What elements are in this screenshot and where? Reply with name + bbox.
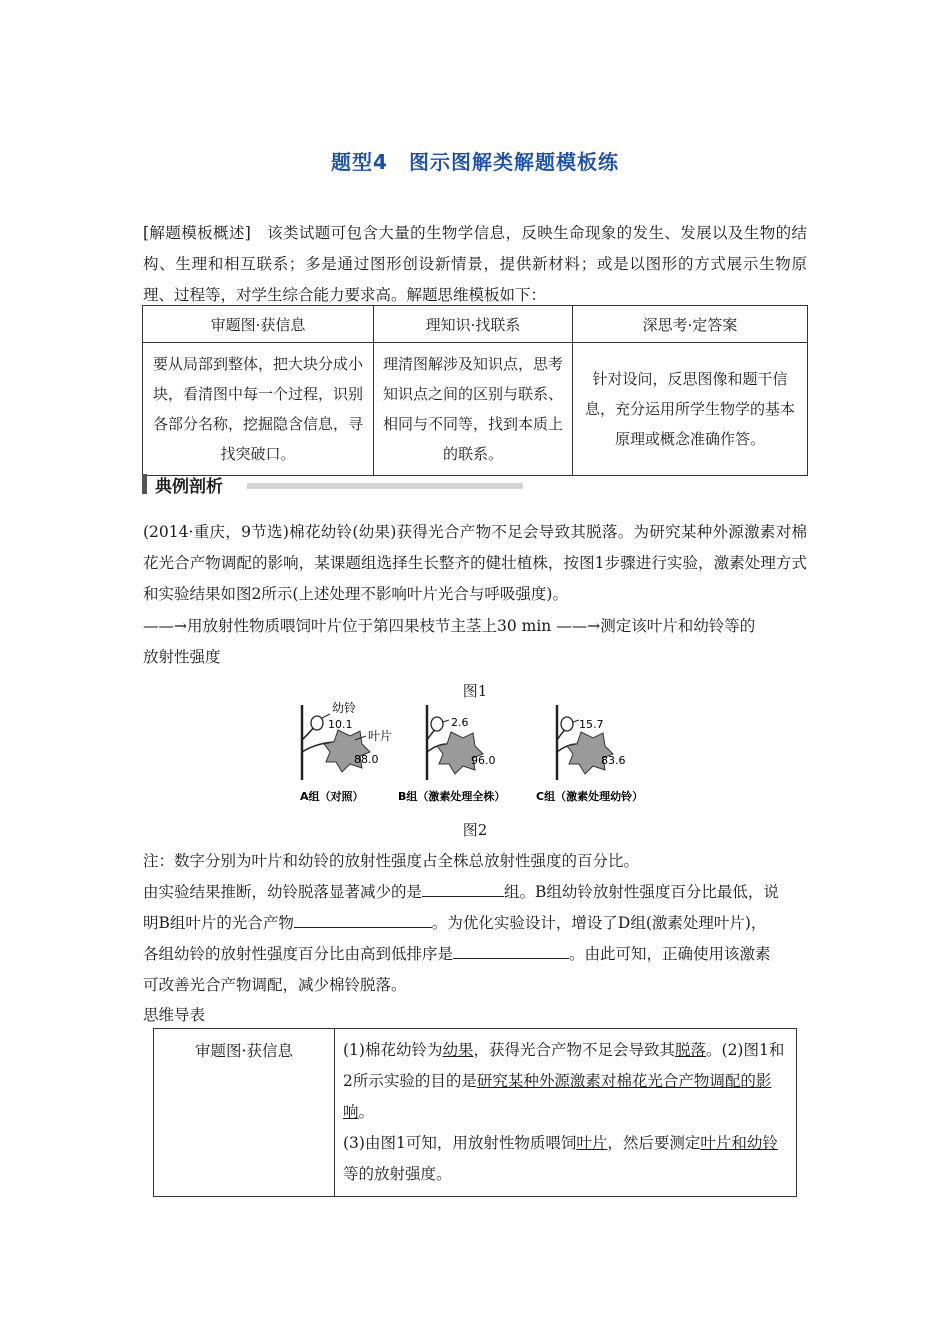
thinking-text: ，然后要测定 — [607, 1134, 701, 1152]
group-c-leaf-value: 83.6 — [601, 754, 626, 767]
thinking-underline: 叶片和幼铃 — [700, 1134, 778, 1152]
template-header-3: 深思考·定答案 — [573, 306, 808, 343]
figure2-caption: 图2 — [462, 821, 488, 839]
answer-blank-1[interactable] — [422, 878, 504, 897]
thinking-text: 。(2)图1和2所示实验的目的是 — [343, 1041, 785, 1090]
figure1-caption: 图1 — [462, 682, 488, 700]
thinking-para-2 — [343, 1128, 788, 1190]
thinking-underline: 研究某种外源激素对棉花光合产物调配的影响 — [343, 1072, 772, 1121]
boll-label: 幼铃 — [332, 701, 357, 715]
question-text: 明B组叶片的光合产物 — [143, 914, 294, 932]
leaf-label: 叶片 — [368, 729, 393, 743]
template-header-2: 理知识·找联系 — [374, 306, 573, 343]
group-b-label: B组（激素处理全株） — [398, 790, 506, 803]
template-header-1: 审题图·获信息 — [143, 306, 374, 343]
thinking-underline: 叶片 — [576, 1134, 608, 1152]
question-text: 组。B组幼铃放射性强度百分比最低，说 — [504, 883, 779, 901]
template-cell-2: 理清图解涉及知识点，思考知识点之间的区别与联系、相同与不同等，找到本质上的联系。 — [374, 343, 573, 476]
section-bar — [142, 474, 147, 494]
answer-blank-2[interactable] — [294, 909, 432, 928]
thinking-table-caption: 思维导表 — [143, 1006, 206, 1024]
question-line-2 — [143, 908, 807, 939]
group-b-leaf-value: 96.0 — [471, 754, 496, 767]
figure-note: 注：数字分别为叶片和幼铃的放射性强度占全株总放射性强度的百分比。 — [143, 852, 640, 870]
overview-text: 该类试题可包含大量的生物学信息，反映生命现象的发生、发展以及生物的结构、生理和相互联系；多是通过图形创设新情景，提供新材料；或是以图形的方式展示生物原理、过程等，对学生综合能力要求高。解题思维模板如下： — [143, 224, 807, 304]
question-text: 各组幼铃的放射性强度百分比由高到低排序是 — [143, 945, 454, 963]
section-rule — [247, 483, 523, 489]
answer-blank-3[interactable] — [453, 940, 569, 959]
section-title: 典例剖析 — [155, 476, 223, 497]
thinking-key: 审题图·获信息 — [154, 1029, 335, 1197]
group-a-label: A组（对照） — [300, 790, 364, 803]
thinking-text: 。 — [358, 1103, 375, 1121]
figure2-diagram — [290, 700, 670, 808]
group-c-plant — [557, 705, 626, 780]
template-cell-1: 要从局部到整体，把大块分成小块，看清图中每一个过程，识别各部分名称，挖掘隐含信息，寻找突破口。 — [143, 343, 374, 476]
question-steps-line1: ——→用放射性物质喂饲叶片位于第四果枝节主茎上30 min ——→测定该叶片和幼铃等的 — [143, 617, 756, 635]
thinking-text: ，获得光合产物不足会导致其 — [473, 1041, 675, 1059]
group-c-boll-value: 15.7 — [579, 718, 604, 731]
thinking-underline: 幼果 — [442, 1041, 474, 1059]
question-text: 由实验结果推断，幼铃脱落显著减少的是 — [143, 883, 423, 901]
group-b-plant — [427, 705, 496, 780]
group-b-boll-value: 2.6 — [451, 716, 469, 729]
thinking-table — [153, 1028, 797, 1197]
overview-lead: [解题模板概述] — [143, 224, 251, 242]
group-a-leaf-value: 88.0 — [354, 753, 379, 766]
page-title: 题型4 图示图解类解题模板练 — [331, 150, 619, 174]
section-header — [142, 472, 223, 496]
thinking-text: 等的放射强度。 — [343, 1165, 452, 1183]
template-overview — [143, 218, 807, 311]
template-cell-3: 针对设问，反思图像和题干信息，充分运用所学生物学的基本原理或概念准确作答。 — [573, 343, 808, 476]
template-table — [142, 305, 808, 476]
question-text: 。为优化实验设计，增设了D组(激素处理叶片)， — [431, 914, 767, 932]
thinking-value — [335, 1029, 797, 1197]
question-line-1 — [143, 877, 807, 908]
question-text: 。由此可知，正确使用该激素 — [569, 945, 771, 963]
thinking-text: (1)棉花幼铃为 — [343, 1041, 443, 1059]
thinking-text: (3)由图1可知，用放射性物质喂饲 — [343, 1134, 577, 1152]
thinking-underline: 脱落 — [675, 1041, 707, 1059]
question-line-3 — [143, 939, 807, 970]
question-intro: (2014·重庆，9节选)棉花幼铃(幼果)获得光合产物不足会导致其脱落。为研究某种外源激素对棉花光合产物调配的影响，某课题组选择生长整齐的健壮植株，按图1步骤进行实验，激素处理方式和实验结果如图2所示(上述处理不影响叶片光合与呼吸强度)。 — [143, 523, 807, 603]
group-a-plant — [302, 700, 392, 780]
group-a-boll-value: 10.1 — [328, 718, 353, 731]
question-line-4: 可改善光合产物调配，减少棉铃脱落。 — [143, 976, 407, 994]
thinking-para-1 — [343, 1035, 788, 1128]
question-steps-line2: 放射性强度 — [143, 648, 221, 666]
group-c-label: C组（激素处理幼铃） — [536, 790, 644, 803]
